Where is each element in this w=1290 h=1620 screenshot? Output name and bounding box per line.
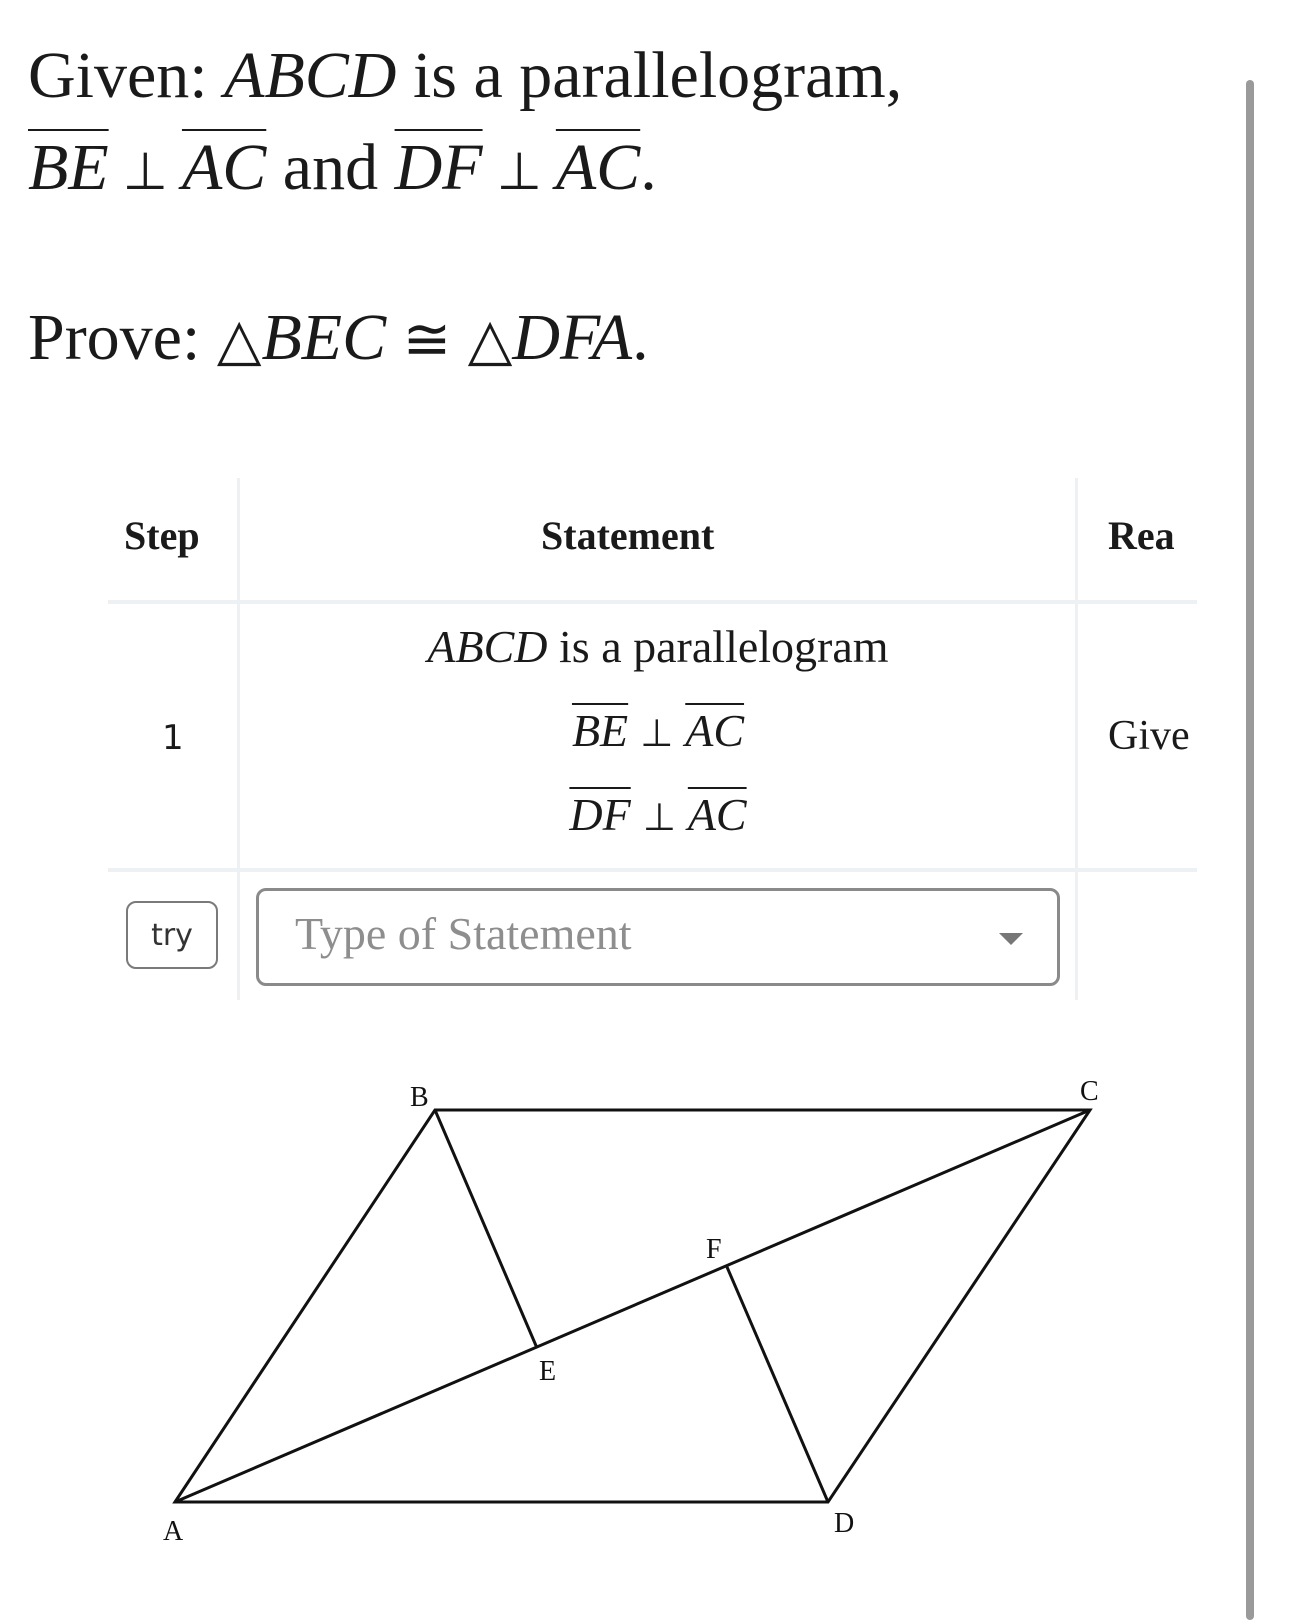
statement-line-1 [240, 620, 1076, 673]
prove-label: Prove: [28, 301, 217, 374]
given-segment-ac-2: $\overline{AC}$ [555, 131, 641, 204]
given-figure: ABCD [224, 39, 397, 112]
prove-triangle-bec: BEC [261, 301, 387, 374]
point-label-f: F [706, 1234, 722, 1265]
perpendicular-symbol: ⊥ [496, 142, 542, 202]
perpendicular-symbol: ⊥ [640, 711, 674, 755]
select-placeholder: Type of Statement [295, 908, 632, 959]
table-divider [108, 868, 1197, 872]
statement-type-select[interactable] [256, 888, 1060, 986]
table-divider [108, 600, 1197, 604]
statement-segment-be: $\overline{BE}$ [571, 705, 629, 756]
statement-text: is a parallelogram [547, 621, 889, 672]
vertex-label-c: C [1080, 1076, 1099, 1107]
given-segment-be: $\overline{BE}$ [28, 131, 109, 204]
triangle-symbol: △ [467, 305, 513, 373]
triangle-symbol: △ [216, 305, 262, 373]
parallelogram-diagram [0, 1060, 1200, 1580]
header-step: Step [124, 513, 200, 558]
perpendicular-symbol: ⊥ [122, 142, 168, 202]
segment-df [727, 1267, 828, 1502]
header-reason: Rea [1108, 513, 1175, 558]
perpendicular-symbol: ⊥ [642, 795, 676, 839]
header-statement: Statement [541, 513, 715, 558]
prove-period: . [632, 301, 649, 374]
statement-line-2 [240, 704, 1076, 757]
diagonal-ac [175, 1110, 1090, 1502]
vertex-label-b: B [410, 1082, 429, 1113]
statement-segment-df: $\overline{DF}$ [569, 789, 631, 840]
given-segment-df: $\overline{DF}$ [394, 131, 483, 204]
prove-triangle-dfa: DFA [512, 301, 633, 374]
try-button[interactable]: try [126, 901, 218, 969]
given-segment-ac: $\overline{AC}$ [181, 131, 267, 204]
given-is-text: is a parallelogram, [396, 39, 903, 112]
segment-be [435, 1110, 537, 1348]
statement-figure: ABCD [427, 621, 548, 672]
step-number: 1 [162, 718, 184, 758]
vertex-label-a: A [163, 1516, 184, 1547]
congruent-symbol: ≅ [402, 305, 452, 373]
scrollbar[interactable] [1246, 80, 1254, 1620]
given-and-text: and [266, 131, 395, 204]
statement-segment-ac: $\overline{AC}$ [685, 705, 745, 756]
statement-segment-ac-2: $\overline{AC}$ [687, 789, 747, 840]
given-period: . [640, 131, 657, 204]
chevron-down-icon[interactable] [999, 933, 1023, 945]
vertex-label-d: D [834, 1508, 855, 1539]
given-label: Given: [28, 39, 225, 112]
reason-given: Give [1108, 713, 1190, 759]
statement-line-3 [240, 788, 1076, 841]
point-label-e: E [539, 1356, 557, 1387]
